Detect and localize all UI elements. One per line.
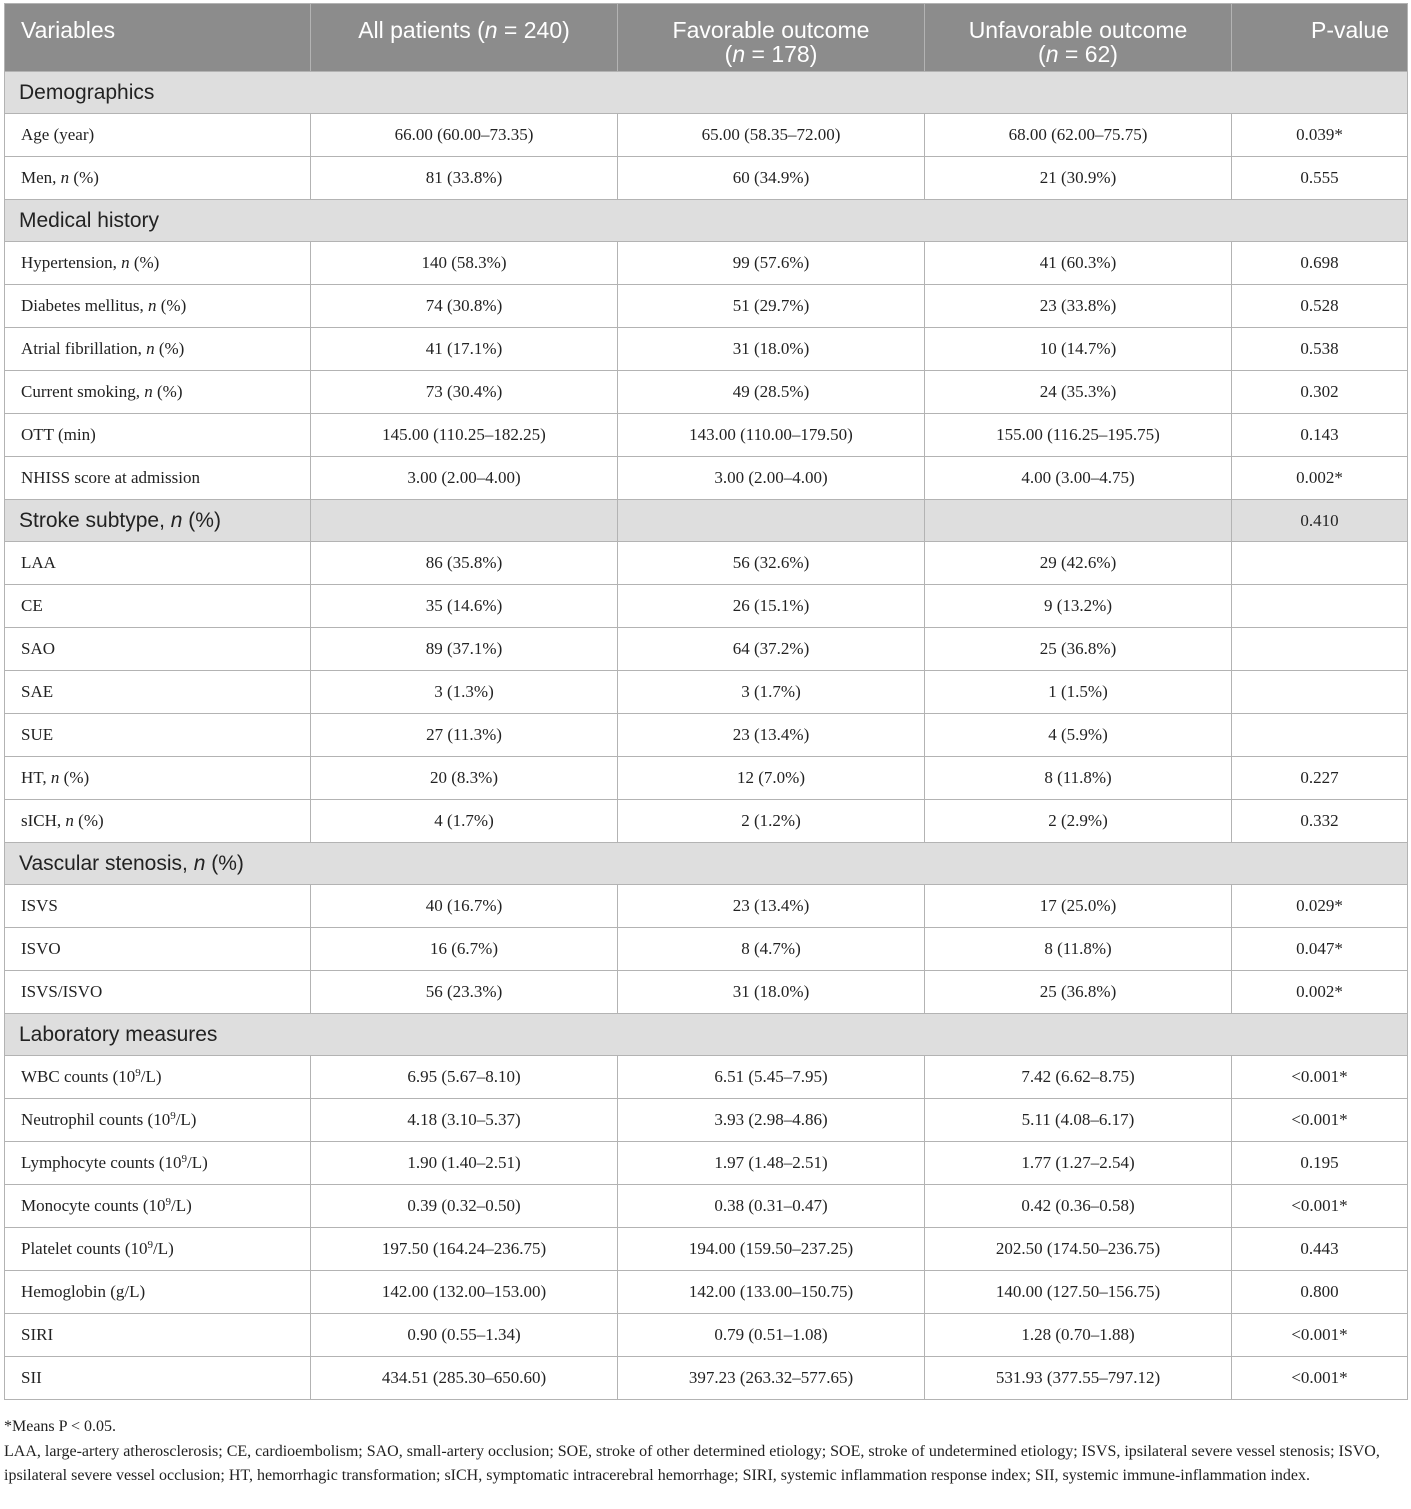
- cell-all-patients: 89 (37.1%): [311, 628, 618, 671]
- cell-favorable: 31 (18.0%): [618, 971, 925, 1014]
- section-title-n: n: [170, 508, 183, 532]
- cell-all-patients: 197.50 (164.24–236.75): [311, 1228, 618, 1271]
- section-header-row: [5, 500, 1408, 542]
- row-label-text: Monocyte counts (10: [21, 1196, 166, 1215]
- row-label-text: Lymphocyte counts (10: [21, 1153, 182, 1172]
- header-all-patients: [311, 4, 618, 72]
- row-label: LAA: [5, 542, 311, 585]
- row-label: ISVO: [5, 928, 311, 971]
- cell-unfavorable: 21 (30.9%): [925, 157, 1232, 200]
- cell-p-value: 0.227: [1232, 757, 1408, 800]
- header-unfavorable: [925, 4, 1232, 72]
- cell-all-patients: 73 (30.4%): [311, 371, 618, 414]
- cell-p-value: [1232, 628, 1408, 671]
- header-all-patients-n: n: [484, 17, 498, 43]
- row-label-text: Men,: [21, 168, 61, 187]
- row-label-n: n: [121, 253, 130, 272]
- cell-p-value: 0.195: [1232, 1142, 1408, 1185]
- cell-all-patients: 142.00 (132.00–153.00): [311, 1271, 618, 1314]
- header-unfavorable-label: Unfavorable outcome: [968, 17, 1188, 43]
- table-row: [5, 542, 1408, 585]
- cell-p-value: [1232, 714, 1408, 757]
- row-label: [5, 800, 311, 843]
- table-body: [5, 72, 1408, 1400]
- cell-all-patients: 140 (58.3%): [311, 242, 618, 285]
- row-label-n: n: [144, 382, 153, 401]
- row-label: SUE: [5, 714, 311, 757]
- row-label: [5, 157, 311, 200]
- cell-unfavorable: 10 (14.7%): [925, 328, 1232, 371]
- cell-p-value: 0.039*: [1232, 114, 1408, 157]
- cell-unfavorable: 41 (60.3%): [925, 242, 1232, 285]
- cell-p-value: <0.001*: [1232, 1314, 1408, 1357]
- section-title: Medical history: [5, 200, 1408, 242]
- cell-unfavorable: 202.50 (174.50–236.75): [925, 1228, 1232, 1271]
- cell-favorable: 1.97 (1.48–2.51): [618, 1142, 925, 1185]
- cell-unfavorable: 2 (2.9%): [925, 800, 1232, 843]
- row-label: SAE: [5, 671, 311, 714]
- table-row: [5, 1357, 1408, 1400]
- cell-all-patients: 56 (23.3%): [311, 971, 618, 1014]
- header-unfavorable-open: (: [1038, 41, 1046, 67]
- cell-all-patients: 41 (17.1%): [311, 328, 618, 371]
- cell-favorable: 142.00 (133.00–150.75): [618, 1271, 925, 1314]
- table-row: [5, 757, 1408, 800]
- table-row: [5, 114, 1408, 157]
- header-row: [5, 4, 1408, 72]
- cell-p-value: 0.698: [1232, 242, 1408, 285]
- header-favorable: [618, 4, 925, 72]
- table-header: [5, 4, 1408, 72]
- table-footnotes: [4, 1415, 1407, 1489]
- cell-all-patients: 40 (16.7%): [311, 885, 618, 928]
- cell-favorable: 3.00 (2.00–4.00): [618, 457, 925, 500]
- section-title-unit: (%): [205, 851, 244, 875]
- cell-favorable: 64 (37.2%): [618, 628, 925, 671]
- cell-unfavorable: 8 (11.8%): [925, 928, 1232, 971]
- cell-unfavorable: 7.42 (6.62–8.75): [925, 1056, 1232, 1099]
- cell-favorable: 65.00 (58.35–72.00): [618, 114, 925, 157]
- table-row: [5, 928, 1408, 971]
- row-label-text: Hypertension,: [21, 253, 122, 272]
- cell-p-value: [1232, 585, 1408, 628]
- cell-all-patients: 74 (30.8%): [311, 285, 618, 328]
- cell-favorable: 26 (15.1%): [618, 585, 925, 628]
- row-label-exponent: 9: [135, 1067, 141, 1079]
- row-label-n: n: [148, 296, 157, 315]
- row-label-unit: (%): [73, 811, 104, 830]
- cell-unfavorable: 531.93 (377.55–797.12): [925, 1357, 1232, 1400]
- row-label: [5, 1228, 311, 1271]
- row-label: [5, 1185, 311, 1228]
- cell-favorable: 3.93 (2.98–4.86): [618, 1099, 925, 1142]
- table-row: [5, 371, 1408, 414]
- row-label-n: n: [146, 339, 155, 358]
- cell-unfavorable: 155.00 (116.25–195.75): [925, 414, 1232, 457]
- cell-unfavorable: 68.00 (62.00–75.75): [925, 114, 1232, 157]
- cell-all-patients: 0.39 (0.32–0.50): [311, 1185, 618, 1228]
- header-variables: Variables: [5, 4, 311, 72]
- cell-p-value: 0.029*: [1232, 885, 1408, 928]
- cell-p-value: [1232, 542, 1408, 585]
- cell-favorable: 6.51 (5.45–7.95): [618, 1056, 925, 1099]
- row-label-n: n: [65, 811, 74, 830]
- row-label: OTT (min): [5, 414, 311, 457]
- row-label-text: Current smoking,: [21, 382, 145, 401]
- row-label-exponent: 9: [170, 1110, 176, 1122]
- cell-all-patients: 0.90 (0.55–1.34): [311, 1314, 618, 1357]
- table-row: [5, 1099, 1408, 1142]
- section-blank-cell: [925, 500, 1232, 542]
- header-all-patients-count: = 240): [497, 17, 570, 43]
- section-blank-cell: [618, 500, 925, 542]
- cell-unfavorable: 9 (13.2%): [925, 585, 1232, 628]
- row-label: NHISS score at admission: [5, 457, 311, 500]
- section-title-text: Vascular stenosis,: [19, 851, 194, 875]
- section-header-row: [5, 1014, 1408, 1056]
- row-label-text: Platelet counts (10: [21, 1239, 148, 1258]
- cell-unfavorable: 5.11 (4.08–6.17): [925, 1099, 1232, 1142]
- row-label: [5, 1099, 311, 1142]
- cell-all-patients: 434.51 (285.30–650.60): [311, 1357, 618, 1400]
- table-row: [5, 1142, 1408, 1185]
- row-label: ISVS: [5, 885, 311, 928]
- cell-favorable: 0.79 (0.51–1.08): [618, 1314, 925, 1357]
- cell-p-value: <0.001*: [1232, 1185, 1408, 1228]
- footnote-significance: *Means P < 0.05.: [4, 1418, 116, 1435]
- cell-all-patients: 27 (11.3%): [311, 714, 618, 757]
- row-label-unit: (%): [129, 253, 160, 272]
- cell-favorable: 8 (4.7%): [618, 928, 925, 971]
- cell-unfavorable: 1.28 (0.70–1.88): [925, 1314, 1232, 1357]
- cell-all-patients: 81 (33.8%): [311, 157, 618, 200]
- cell-favorable: 23 (13.4%): [618, 885, 925, 928]
- section-title-unit: (%): [182, 508, 221, 532]
- row-label-exponent: 9: [147, 1239, 154, 1251]
- header-favorable-label: Favorable outcome: [672, 17, 870, 43]
- cell-favorable: 0.38 (0.31–0.47): [618, 1185, 925, 1228]
- cell-all-patients: 4.18 (3.10–5.37): [311, 1099, 618, 1142]
- cell-p-value: 0.002*: [1232, 457, 1408, 500]
- cell-p-value: <0.001*: [1232, 1099, 1408, 1142]
- cell-p-value: 0.800: [1232, 1271, 1408, 1314]
- cell-all-patients: 35 (14.6%): [311, 585, 618, 628]
- cell-favorable: 194.00 (159.50–237.25): [618, 1228, 925, 1271]
- cell-p-value: 0.047*: [1232, 928, 1408, 971]
- cell-all-patients: 6.95 (5.67–8.10): [311, 1056, 618, 1099]
- table-row: [5, 1314, 1408, 1357]
- row-label-unit: /L): [153, 1239, 174, 1258]
- table-row: [5, 457, 1408, 500]
- section-title: [5, 500, 311, 542]
- footnote-abbreviations: LAA, large-artery atherosclerosis; CE, cardioembolism; SAO, small-artery occlusion; SOE, stroke of other determined etiology; SOE, stroke of undetermined etiology; ISVS, ipsilateral severe vessel stenosis; ISVO, ipsilateral severe vessel occlusion; HT, hemorrhagic transformation; sICH, symptomatic intracerebral hemorrhage; SIRI, systemic inflammation response index; SII, systemic immune-inflammation index.: [4, 1442, 1380, 1484]
- cell-all-patients: 145.00 (110.25–182.25): [311, 414, 618, 457]
- row-label: [5, 285, 311, 328]
- table-row: [5, 157, 1408, 200]
- cell-unfavorable: 4.00 (3.00–4.75): [925, 457, 1232, 500]
- table-row: [5, 414, 1408, 457]
- cell-favorable: 49 (28.5%): [618, 371, 925, 414]
- row-label-text: HT,: [21, 768, 51, 787]
- cell-p-value: 0.302: [1232, 371, 1408, 414]
- row-label: ISVS/ISVO: [5, 971, 311, 1014]
- cell-unfavorable: 23 (33.8%): [925, 285, 1232, 328]
- cell-unfavorable: 1 (1.5%): [925, 671, 1232, 714]
- section-title: [5, 843, 1408, 885]
- row-label: [5, 1142, 311, 1185]
- section-title-n: n: [193, 851, 206, 875]
- cell-favorable: 23 (13.4%): [618, 714, 925, 757]
- cell-favorable: 143.00 (110.00–179.50): [618, 414, 925, 457]
- cell-unfavorable: 0.42 (0.36–0.58): [925, 1185, 1232, 1228]
- table-row: [5, 1228, 1408, 1271]
- table-container: [4, 3, 1407, 1400]
- row-label-unit: (%): [152, 382, 183, 401]
- row-label-n: n: [60, 168, 70, 187]
- cell-p-value: 0.332: [1232, 800, 1408, 843]
- section-title: Laboratory measures: [5, 1014, 1408, 1056]
- cell-favorable: 31 (18.0%): [618, 328, 925, 371]
- section-header-row: [5, 200, 1408, 242]
- table-row: [5, 885, 1408, 928]
- cell-p-value: 0.002*: [1232, 971, 1408, 1014]
- table-row: [5, 585, 1408, 628]
- cell-unfavorable: 24 (35.3%): [925, 371, 1232, 414]
- cell-p-value: [1232, 671, 1408, 714]
- row-label-unit: /L): [187, 1153, 208, 1172]
- cell-p-value: 0.555: [1232, 157, 1408, 200]
- table-row: [5, 628, 1408, 671]
- row-label: SII: [5, 1357, 311, 1400]
- row-label-text: sICH,: [21, 811, 66, 830]
- cell-p-value: 0.528: [1232, 285, 1408, 328]
- cell-unfavorable: 17 (25.0%): [925, 885, 1232, 928]
- cell-all-patients: 3.00 (2.00–4.00): [311, 457, 618, 500]
- header-unfavorable-count: = 62): [1058, 41, 1118, 67]
- table-row: [5, 1185, 1408, 1228]
- row-label: [5, 371, 311, 414]
- row-label: SIRI: [5, 1314, 311, 1357]
- cell-favorable: 2 (1.2%): [618, 800, 925, 843]
- header-p-value: P-value: [1232, 4, 1408, 72]
- row-label-exponent: 9: [181, 1153, 188, 1165]
- cell-p-value: <0.001*: [1232, 1056, 1408, 1099]
- row-label: [5, 757, 311, 800]
- cell-unfavorable: 25 (36.8%): [925, 971, 1232, 1014]
- cell-p-value: <0.001*: [1232, 1357, 1408, 1400]
- cell-all-patients: 66.00 (60.00–73.35): [311, 114, 618, 157]
- row-label-unit: /L): [170, 1196, 192, 1215]
- table-row: [5, 1056, 1408, 1099]
- table-row: [5, 242, 1408, 285]
- table-row: [5, 800, 1408, 843]
- row-label-text: WBC counts (10: [21, 1067, 136, 1086]
- header-favorable-open: (: [724, 41, 733, 67]
- cell-p-value: 0.143: [1232, 414, 1408, 457]
- table-row: [5, 285, 1408, 328]
- table-row: [5, 671, 1408, 714]
- cell-all-patients: 4 (1.7%): [311, 800, 618, 843]
- row-label-unit: /L): [175, 1110, 197, 1129]
- table-row: [5, 971, 1408, 1014]
- row-label-unit: (%): [69, 168, 99, 187]
- cell-p-value: 0.538: [1232, 328, 1408, 371]
- row-label: CE: [5, 585, 311, 628]
- section-title: Demographics: [5, 72, 1408, 114]
- cell-unfavorable: 1.77 (1.27–2.54): [925, 1142, 1232, 1185]
- cell-favorable: 60 (34.9%): [618, 157, 925, 200]
- cell-favorable: 12 (7.0%): [618, 757, 925, 800]
- row-label-text: Neutrophil counts (10: [21, 1110, 171, 1129]
- cell-all-patients: 86 (35.8%): [311, 542, 618, 585]
- row-label: Hemoglobin (g/L): [5, 1271, 311, 1314]
- row-label-text: Atrial fibrillation,: [21, 339, 147, 358]
- cell-unfavorable: 29 (42.6%): [925, 542, 1232, 585]
- cell-favorable: 397.23 (263.32–577.65): [618, 1357, 925, 1400]
- cell-all-patients: 20 (8.3%): [311, 757, 618, 800]
- cell-favorable: 56 (32.6%): [618, 542, 925, 585]
- section-title-text: Stroke subtype,: [19, 508, 171, 532]
- section-header-row: [5, 72, 1408, 114]
- patient-characteristics-table: [4, 3, 1408, 1400]
- table-row: [5, 714, 1408, 757]
- row-label: [5, 1056, 311, 1099]
- row-label-exponent: 9: [165, 1196, 171, 1208]
- row-label: [5, 242, 311, 285]
- cell-unfavorable: 25 (36.8%): [925, 628, 1232, 671]
- cell-all-patients: 16 (6.7%): [311, 928, 618, 971]
- table-row: [5, 328, 1408, 371]
- header-favorable-count: = 178): [745, 41, 818, 67]
- row-label-unit: (%): [154, 339, 185, 358]
- row-label-n: n: [50, 768, 60, 787]
- section-blank-cell: [311, 500, 618, 542]
- table-row: [5, 1271, 1408, 1314]
- row-label: SAO: [5, 628, 311, 671]
- cell-all-patients: 3 (1.3%): [311, 671, 618, 714]
- cell-favorable: 99 (57.6%): [618, 242, 925, 285]
- row-label: Age (year): [5, 114, 311, 157]
- row-label-unit: (%): [59, 768, 90, 787]
- row-label-text: Diabetes mellitus,: [21, 296, 149, 315]
- cell-p-value: 0.443: [1232, 1228, 1408, 1271]
- cell-all-patients: 1.90 (1.40–2.51): [311, 1142, 618, 1185]
- row-label-unit: (%): [156, 296, 187, 315]
- cell-unfavorable: 140.00 (127.50–156.75): [925, 1271, 1232, 1314]
- header-unfavorable-n: n: [1045, 41, 1059, 67]
- row-label: [5, 328, 311, 371]
- cell-favorable: 51 (29.7%): [618, 285, 925, 328]
- cell-unfavorable: 8 (11.8%): [925, 757, 1232, 800]
- row-label-unit: /L): [140, 1067, 162, 1086]
- section-header-row: [5, 843, 1408, 885]
- header-all-patients-label: All patients (: [358, 17, 485, 43]
- section-p-value: 0.410: [1232, 500, 1408, 542]
- cell-unfavorable: 4 (5.9%): [925, 714, 1232, 757]
- header-favorable-n: n: [732, 41, 746, 67]
- cell-favorable: 3 (1.7%): [618, 671, 925, 714]
